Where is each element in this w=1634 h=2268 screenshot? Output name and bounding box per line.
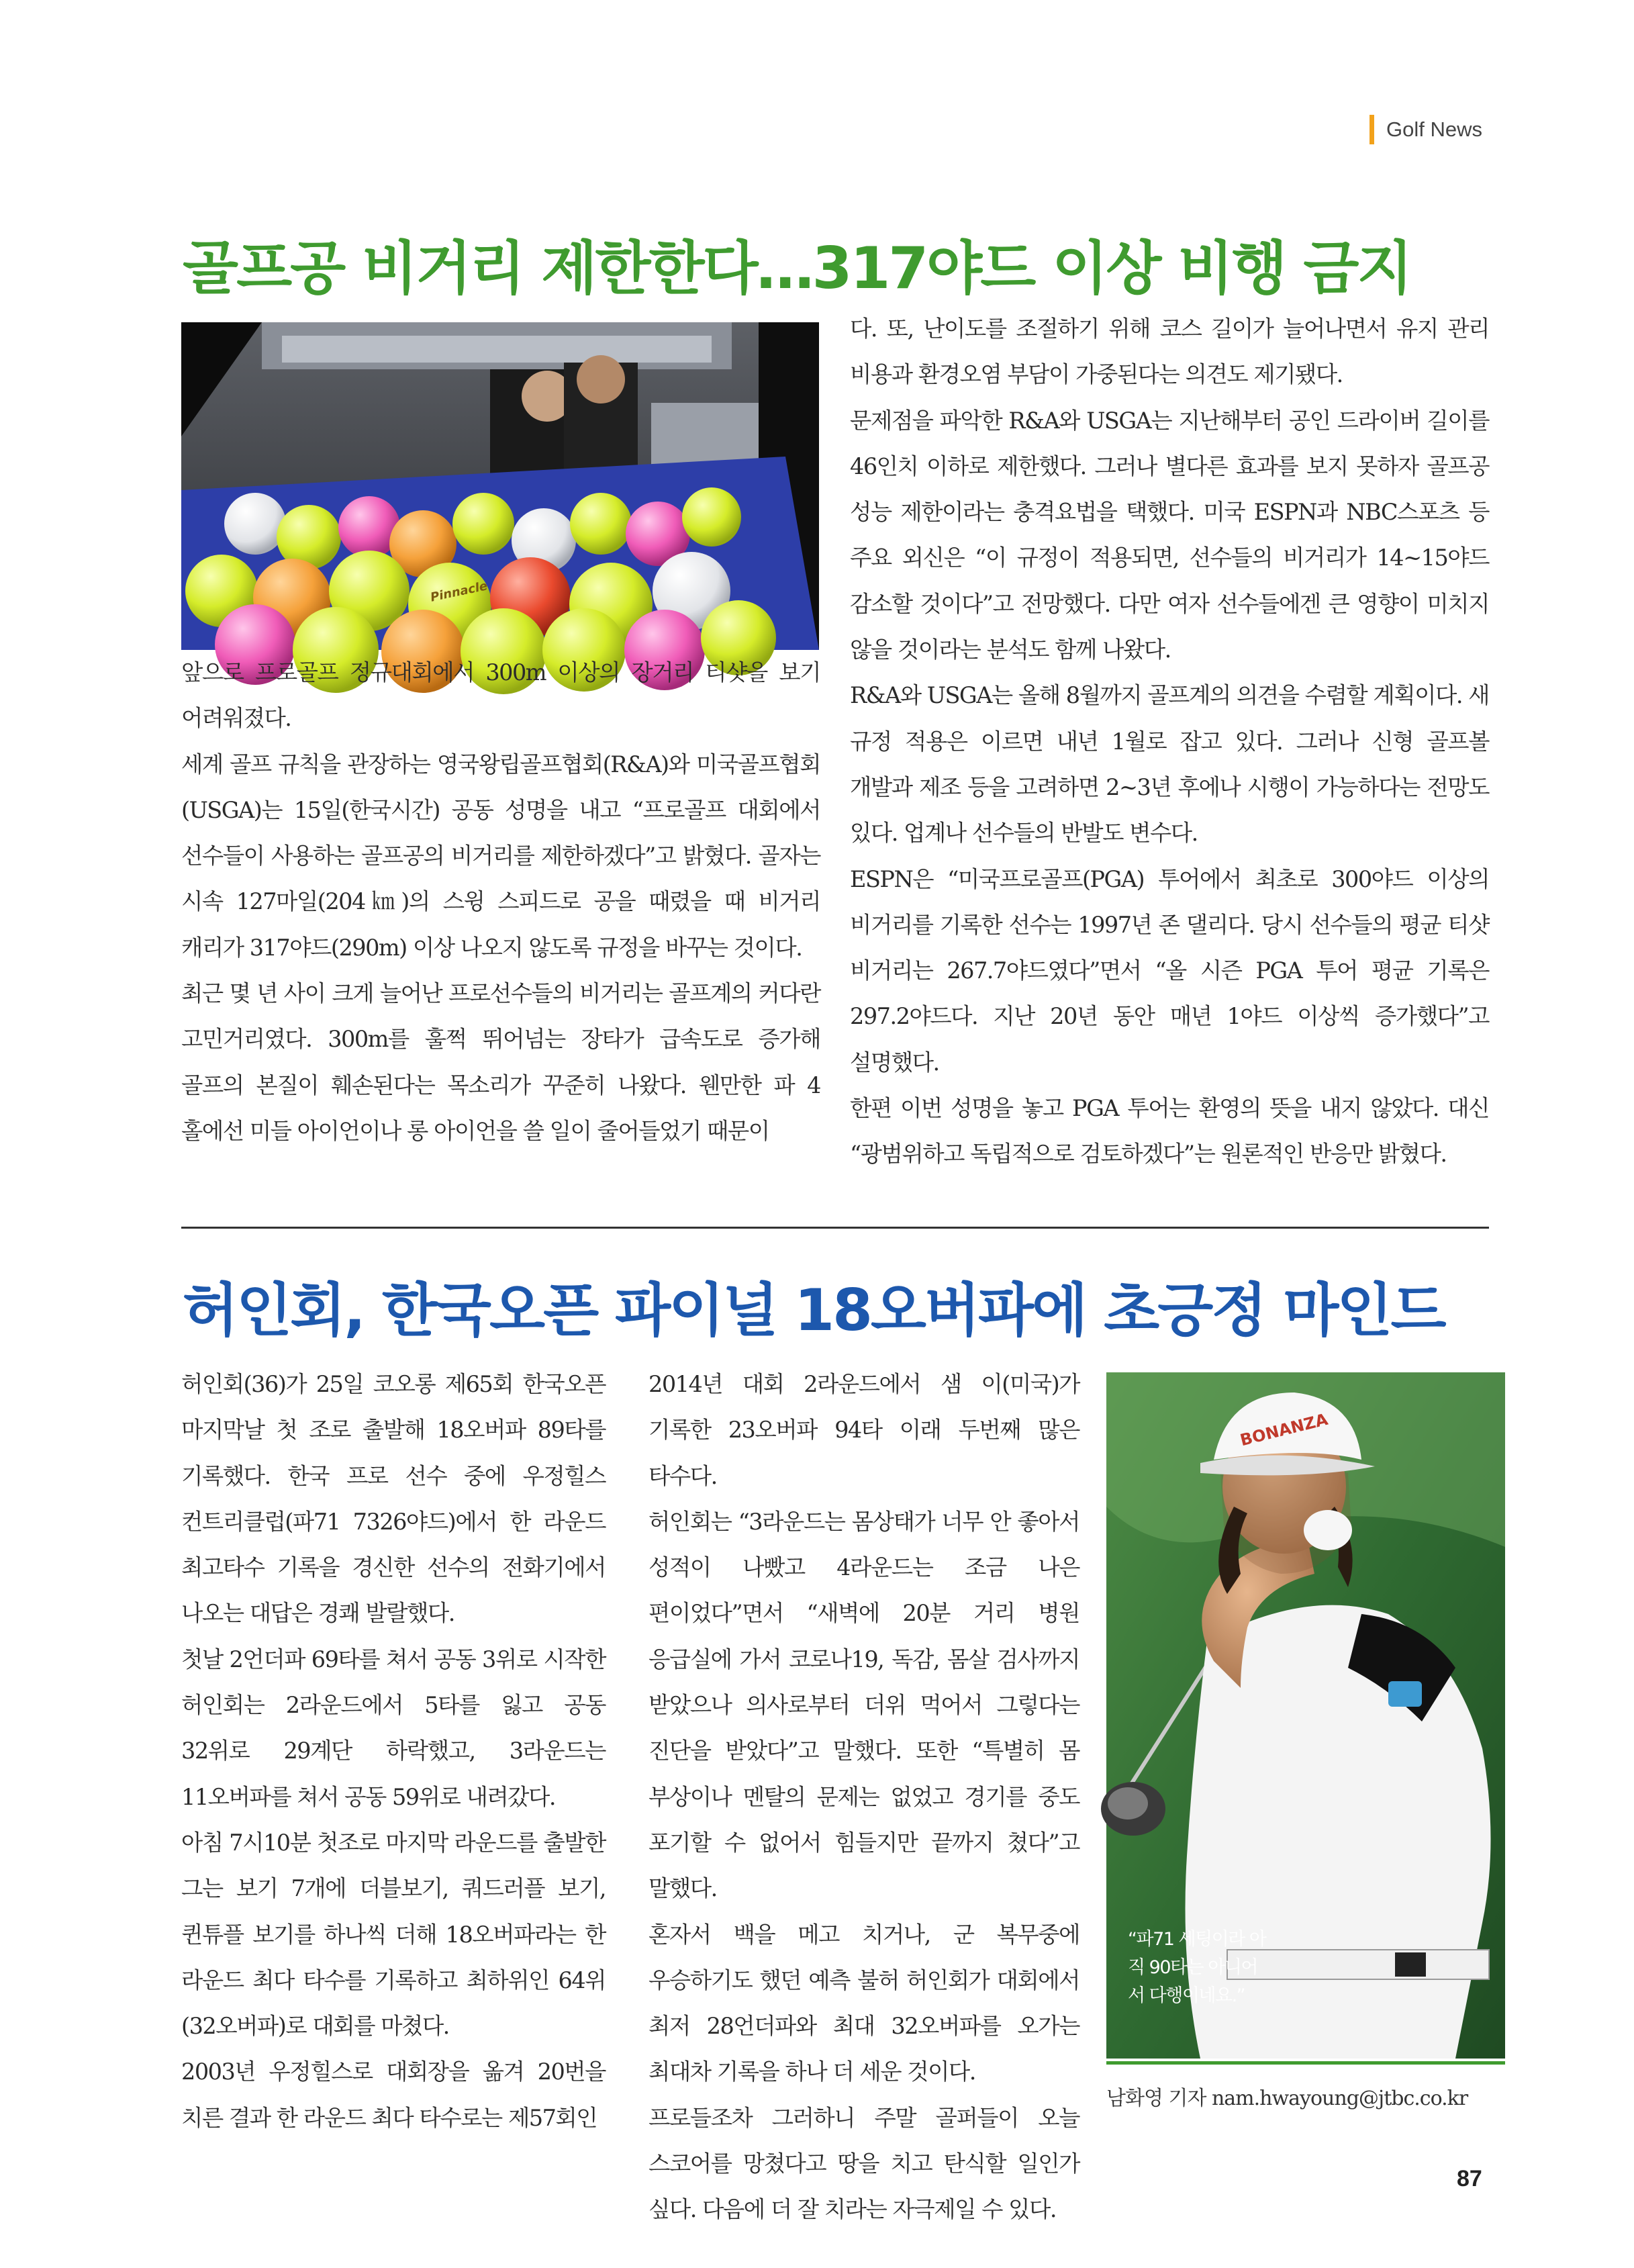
article2-paragraph: 2003년 우정힐스로 대회장을 옮겨 20번을 치른 결과 한 라운드 최다 타수로는 제57회인 bbox=[181, 2059, 606, 2131]
article2-paragraph: 2014년 대회 2라운드에서 샘 이(미국)가 기록한 23오버파 94타 이래 두번째 많은 타수다. bbox=[648, 1371, 1079, 1489]
article1-right-column bbox=[850, 306, 1489, 1186]
section-tag bbox=[1369, 113, 1482, 146]
article2-column-1 bbox=[181, 1362, 606, 2131]
photo-quote-line: 서 다행이네요.” bbox=[1128, 1985, 1245, 2006]
article1-paragraph: 다. 또, 난이도를 조절하기 위해 코스 길이가 늘어나면서 유지 관리 비용과 환경오염 부담이 가중된다는 의견도 제기됐다. bbox=[850, 316, 1489, 388]
article2-paragraph: 허인회(36)가 25일 코오롱 제65회 한국오픈 마지막날 첫 조로 출발해 18오버파 89타를 기록했다. 한국 프로 선수 중에 우정힐스 컨트리클럽(파71 7326야드)에서 한 라운드 최고타수 기록을 경신한 선수의 전화기에서 나오는 대답은 경쾌 발랄했다. bbox=[181, 1371, 606, 1627]
article2-paragraph: 프로들조차 그러하니 주말 골퍼들이 오늘 스코어를 망쳤다고 땅을 치고 탄식할 일인가 싶다. 다음에 더 잘 치라는 자극제일 수 있다. bbox=[648, 2104, 1079, 2223]
photo-quote bbox=[1128, 1926, 1282, 2010]
article1-paragraph: R&A와 USGA는 올해 8월까지 골프계의 의견을 수렴할 계획이다. 새 규정 적용은 이르면 내년 1월로 잡고 있다. 그러나 신형 골프볼 개발과 제조 등을 고려하면 2~3년 후에나 시행이 가능하다는 전망도 있다. 업계나 선수들의 반발도 변수다. bbox=[850, 682, 1489, 847]
byline: 남화영 기자 nam.hwayoung@jtbc.co.kr bbox=[1106, 2087, 1468, 2110]
article2-paragraph: 첫날 2언더파 69타를 쳐서 공동 3위로 시작한 허인회는 2라운드에서 5타를 잃고 공동 32위로 29계단 하락했고, 3라운드는 11오버파를 쳐서 공동 59위로 내려갔다. bbox=[181, 1646, 606, 1810]
photo-quote-line: “파71 세팅이라 아 bbox=[1128, 1929, 1266, 1950]
article2-paragraph: 허인회는 “3라운드는 몸상태가 너무 안 좋아서 성적이 나빴고 4라운드는 조금 나은 편이었다”면서 “새벽에 20분 거리 병원 응급실에 가서 코로나19, 독감, 몸살 검사까지 받았으나 의사로부터 더위 먹어서 그렇다는 진단을 받았다”고 말했다. 또한 “특별히 몸 부상이나 멘탈의 문제는 없었고 경기를 중도 포기할 수 없어서 힘들지만 끝까지 쳤다”고 말했다. bbox=[648, 1508, 1079, 1902]
article1-paragraph: 문제점을 파악한 R&A와 USGA는 지난해부터 공인 드라이버 길이를 46인치 이하로 제한했다. 그러나 별다른 효과를 보지 못하자 골프공 성능 제한이라는 충격요법을 택했다. 미국 ESPN과 NBC스포츠 등 주요 외신은 “이 규정이 적용되면, 선수들의 비거리가 14~15야드 감소할 것이다”고 전망했다. 다만 여자 선수들에겐 큰 영향이 미치지 않을 것이라는 분석도 함께 나왔다. bbox=[850, 407, 1489, 663]
article2-paragraph: 아침 7시10분 첫조로 마지막 라운드를 출발한 그는 보기 7개에 더블보기, 쿼드러플 보기, 퀸튜플 보기를 하나씩 더해 18오버파라는 한 라운드 최다 타수를 기록하고 최하위인 64위(32오버파)로 대회를 마쳤다. bbox=[181, 1829, 606, 2040]
ball-brand-text: Pinnacle bbox=[429, 579, 489, 605]
article2-paragraph: 혼자서 백을 메고 치거나, 군 복무중에 우승하기도 했던 예측 불허 허인회가 대회에서 최저 28언더파와 최대 32오버파를 오가는 최대차 기록을 하나 더 세운 것이다. bbox=[648, 1921, 1079, 2085]
byline-accent-rule bbox=[1106, 2061, 1505, 2065]
article1-headline: 골프공 비거리 제한한다…317야드 이상 비행 금지 bbox=[183, 235, 1411, 302]
article2-headline: 허인회, 한국오픈 파이널 18오버파에 초긍정 마인드 bbox=[183, 1277, 1445, 1344]
page-number: 87 bbox=[1457, 2166, 1482, 2191]
section-label: Golf News bbox=[1386, 117, 1482, 141]
article2-column-2 bbox=[648, 1362, 1079, 2223]
article1-paragraph: ESPN은 “미국프로골프(PGA) 투어에서 최초로 300야드 이상의 비거리를 기록한 선수는 1997년 존 댈리다. 당시 선수들의 평균 티샷 비거리는 267.7야드였다”면서 “올 시즌 PGA 투어 평균 기록은 297.2야드다. 지난 20년 동안 매년 1야드 이상씩 증가했다”고 설명했다. bbox=[850, 865, 1489, 1076]
article1-paragraph: 세계 골프 규칙을 관장하는 영국왕립골프협회(R&A)와 미국골프협회(USGA)는 15일(한국시간) 공동 성명을 내고 “프로골프 대회에서 선수들이 사용하는 골프공의 비거리를 제한하겠다”고 밝혔다. 골자는 시속 127마일(204㎞)의 스윙 스피드로 공을 때렸을 때 비거리 캐리가 317야드(290m) 이상 나오지 않도록 규정을 바꾸는 것이다. bbox=[181, 751, 820, 961]
article-divider bbox=[181, 1227, 1489, 1229]
golf-balls-photo bbox=[181, 322, 819, 650]
article1-left-column bbox=[181, 650, 820, 1182]
cap-logo-text: BONANZA bbox=[1238, 1409, 1330, 1450]
article1-paragraph: 최근 몇 년 사이 크게 늘어난 프로선수들의 비거리는 골프계의 커다란 고민거리였다. 300m를 훌쩍 뛰어넘는 장타가 급속도로 증가해 골프의 본질이 훼손된다는 목소리가 꾸준히 나왔다. 웬만한 파 4 홀에선 미들 아이언이나 롱 아이언을 쓸 일이 줄어들었기 때문이 bbox=[181, 980, 820, 1144]
photo-quote-line: 직 90타는 아니어 bbox=[1128, 1957, 1258, 1978]
section-accent-bar bbox=[1369, 115, 1374, 144]
article1-paragraph: 한편 이번 성명을 놓고 PGA 투어는 환영의 뜻을 내지 않았다. 대신 “광범위하고 독립적으로 검토하겠다”는 원론적인 반응만 밝혔다. bbox=[850, 1095, 1489, 1168]
article1-paragraph: 앞으로 프로골프 정규대회에서 300m 이상의 장거리 티샷을 보기 어려워졌다. bbox=[181, 659, 820, 732]
